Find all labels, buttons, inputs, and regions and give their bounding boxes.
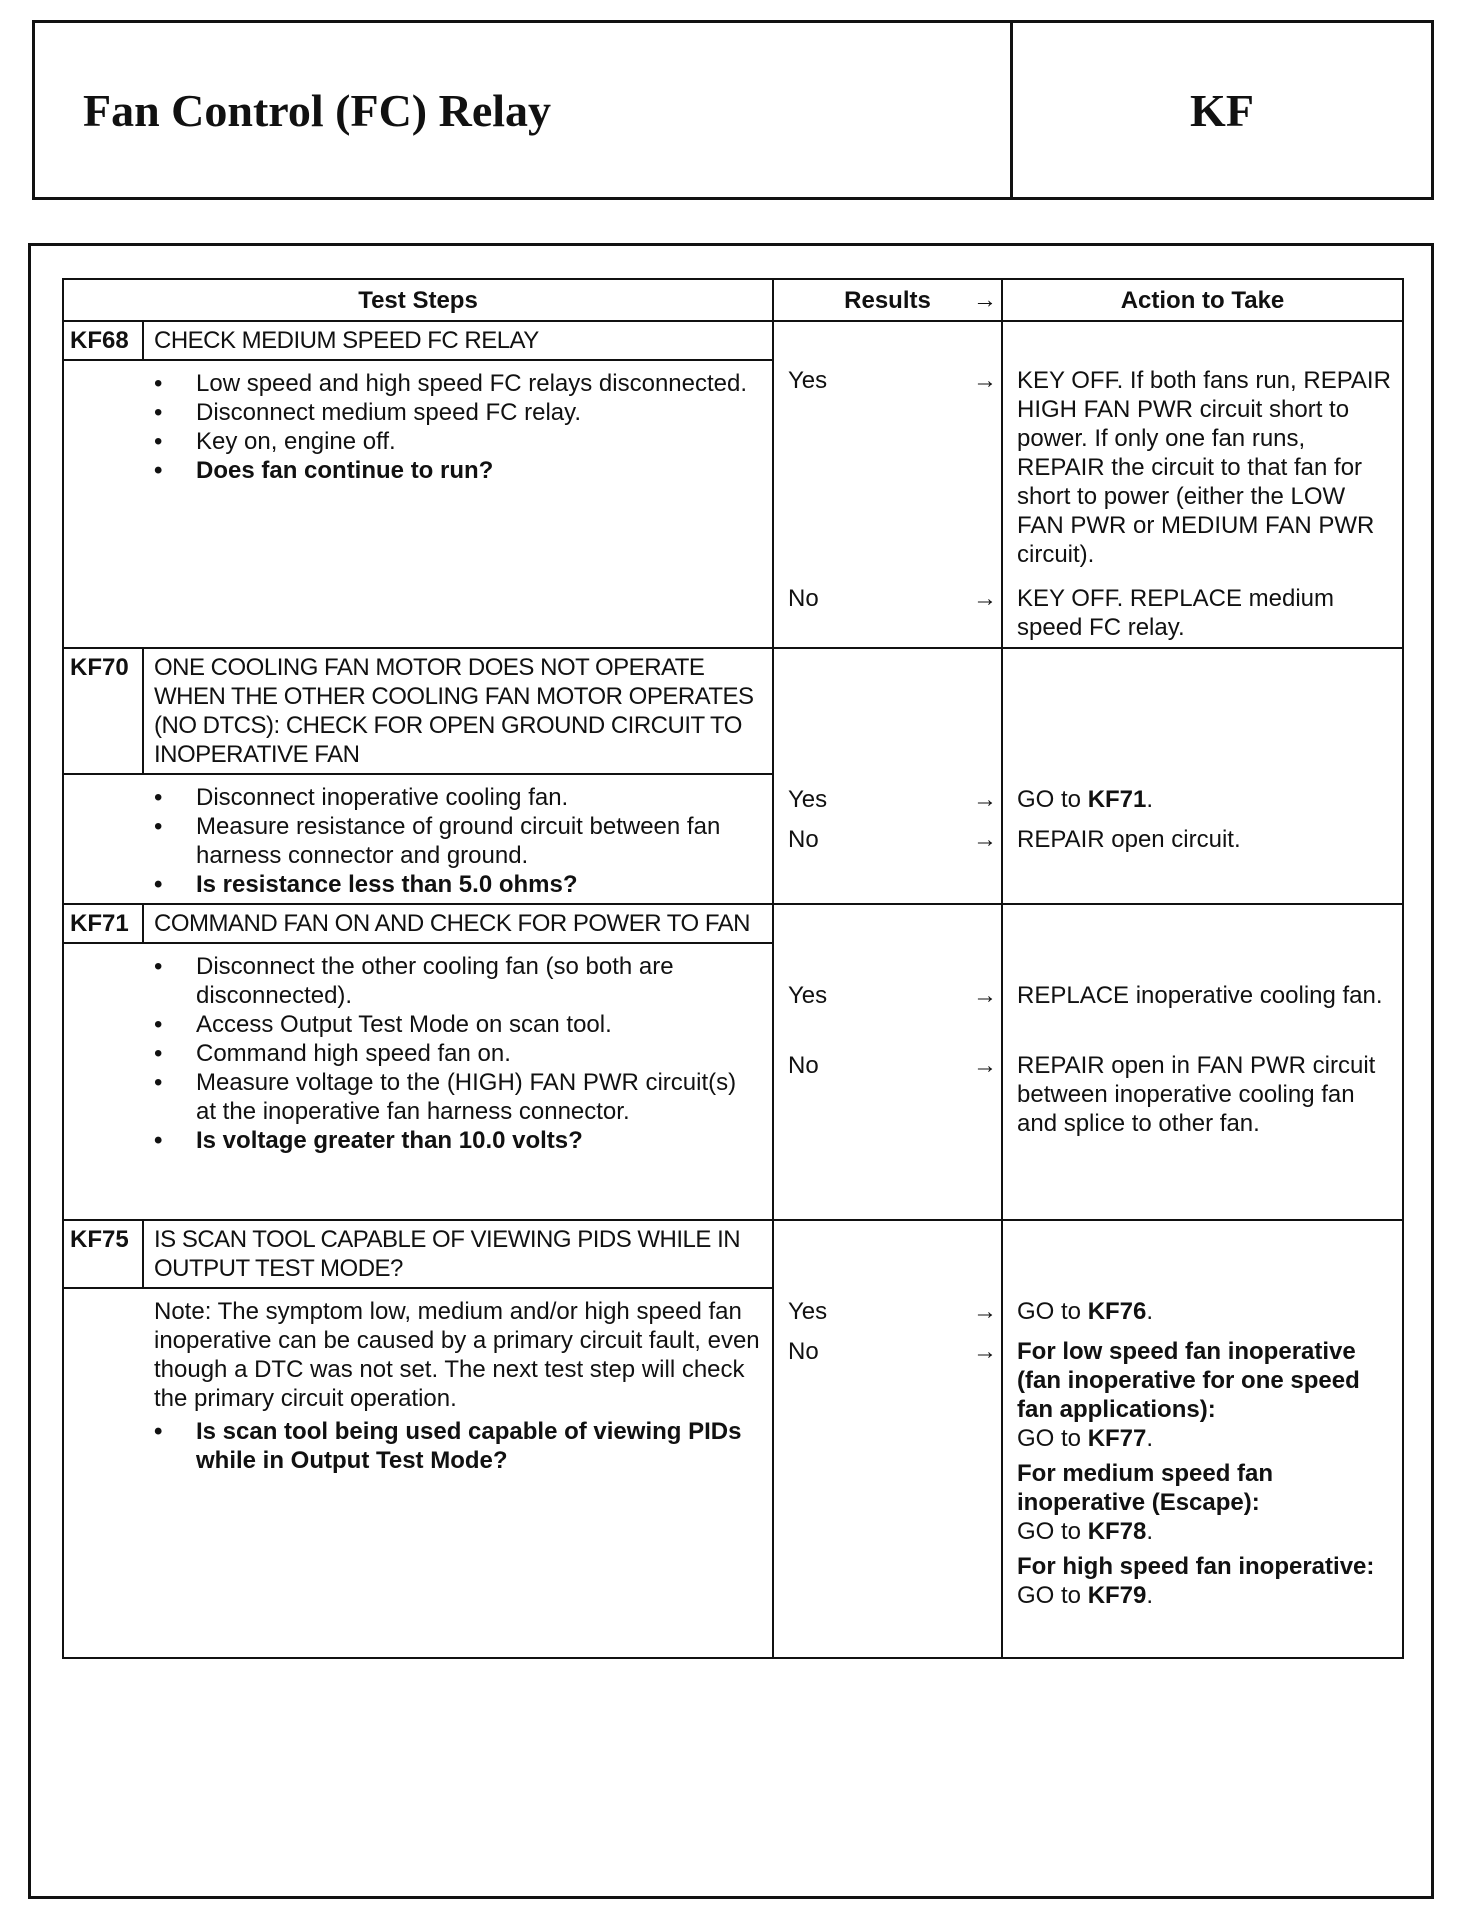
table-row xyxy=(63,648,1403,904)
result-yes xyxy=(788,366,997,395)
test-steps-table xyxy=(62,278,1404,1659)
result-no xyxy=(788,825,997,854)
action-text: GO to xyxy=(1017,1518,1088,1545)
action-line xyxy=(1017,1581,1396,1610)
action-cell xyxy=(1002,904,1403,1220)
step-cell-kf70 xyxy=(63,648,773,904)
result-label: No xyxy=(788,585,819,612)
results-label: Results xyxy=(844,286,931,314)
result-label: Yes xyxy=(788,786,828,813)
step-cell-kf71 xyxy=(63,904,773,1220)
step-id: KF68 xyxy=(64,322,144,359)
column-header-results xyxy=(773,279,1002,321)
list-item: • Low speed and high speed FC relays disconnected. xyxy=(154,369,762,398)
step-id: KF71 xyxy=(64,905,144,942)
result-label: Yes xyxy=(788,1298,828,1325)
action-text: GO to xyxy=(1017,1425,1088,1452)
action-no: REPAIR open circuit. xyxy=(1017,826,1241,853)
step-head xyxy=(64,1221,772,1289)
step-id: KF70 xyxy=(64,649,144,773)
arrow-icon: → xyxy=(973,367,997,394)
list-item: • Does fan continue to run? xyxy=(154,456,762,485)
action-yes: REPLACE inoperative cooling fan. xyxy=(1017,982,1383,1009)
column-header-action: Action to Take xyxy=(1002,279,1403,321)
action-heading: For medium speed fan inoperative (Escape): xyxy=(1017,1460,1274,1516)
result-label: No xyxy=(788,1338,819,1365)
column-header-steps: Test Steps xyxy=(63,279,773,321)
list-item: • Measure resistance of ground circuit between fan harness connector and ground. xyxy=(154,812,762,870)
step-reference-link[interactable]: KF71 xyxy=(1087,786,1147,813)
list-item: • Measure voltage to the (HIGH) FAN PWR circuit(s) at the inoperative fan harness connector. xyxy=(154,1068,762,1126)
list-item: • Access Output Test Mode on scan tool. xyxy=(154,1010,762,1039)
action-yes: KEY OFF. If both fans run, REPAIR HIGH FAN PWR circuit short to power. If only one fan runs, REPAIR the circuit to that fan for short to power (either the LOW FAN PWR or MEDIUM FAN PWR circuit). xyxy=(1017,367,1391,568)
arrow-icon: → xyxy=(973,1338,997,1365)
action-line xyxy=(1017,1517,1396,1546)
arrow-icon: → xyxy=(973,826,997,853)
table-row xyxy=(63,1220,1403,1658)
list-item: • Disconnect inoperative cooling fan. xyxy=(154,783,762,812)
arrow-icon: → xyxy=(973,982,997,1009)
list-item: • Is scan tool being used capable of viewing PIDs while in Output Test Mode? xyxy=(154,1417,762,1475)
step-title: IS SCAN TOOL CAPABLE OF VIEWING PIDS WHILE IN OUTPUT TEST MODE? xyxy=(154,1226,741,1282)
result-no xyxy=(788,1051,997,1080)
step-note: Note: The symptom low, medium and/or high speed fan inoperative can be caused by a primary circuit fault, even though a DTC was not set. The next test step will check the primary circuit operation. xyxy=(154,1298,760,1412)
table-header-row xyxy=(63,279,1403,321)
results-cell xyxy=(773,648,1002,904)
list-item: • Is voltage greater than 10.0 volts? xyxy=(154,1126,762,1155)
action-heading: For high speed fan inoperative: xyxy=(1017,1553,1375,1580)
section-code: KF xyxy=(1190,84,1254,136)
step-head xyxy=(64,649,772,775)
step-head xyxy=(64,905,772,944)
result-no xyxy=(788,1337,997,1366)
action-heading: For low speed fan inoperative (fan inoperative for one speed fan applications): xyxy=(1017,1338,1360,1423)
action-text: GO to xyxy=(1017,1582,1088,1609)
list-item: • Command high speed fan on. xyxy=(154,1039,762,1068)
arrow-icon: → xyxy=(973,1052,997,1079)
result-label: No xyxy=(788,826,819,853)
step-title: CHECK MEDIUM SPEED FC RELAY xyxy=(154,327,539,354)
result-label: Yes xyxy=(788,982,828,1009)
step-reference-link[interactable]: KF77 xyxy=(1087,1425,1147,1452)
action-cell xyxy=(1002,1220,1403,1658)
result-yes xyxy=(788,785,997,814)
action-text: . xyxy=(1146,1518,1154,1545)
result-label: Yes xyxy=(788,367,828,394)
step-reference-link[interactable]: KF78 xyxy=(1087,1518,1147,1545)
list-item: • Disconnect medium speed FC relay. xyxy=(154,398,762,427)
step-body xyxy=(64,944,772,1159)
step-id: KF75 xyxy=(64,1221,144,1287)
table-row xyxy=(63,321,1403,648)
action-cell xyxy=(1002,321,1403,648)
step-body xyxy=(64,775,772,903)
results-cell xyxy=(773,1220,1002,1658)
step-body xyxy=(64,361,772,489)
step-body xyxy=(64,1289,772,1479)
table-row xyxy=(63,904,1403,1220)
action-text: GO to xyxy=(1017,1298,1088,1325)
action-cell xyxy=(1002,648,1403,904)
action-text: . xyxy=(1146,1582,1154,1609)
result-yes xyxy=(788,1297,997,1326)
list-item: • Disconnect the other cooling fan (so both are disconnected). xyxy=(154,952,762,1010)
arrow-icon: → xyxy=(973,786,997,813)
action-text: . xyxy=(1146,1425,1154,1452)
arrow-icon: → xyxy=(973,585,997,612)
action-line xyxy=(1017,1424,1396,1453)
action-yes xyxy=(1017,785,1396,814)
action-text: . xyxy=(1146,1298,1154,1325)
arrow-icon: → xyxy=(973,286,997,314)
step-reference-link[interactable]: KF76 xyxy=(1087,1298,1147,1325)
list-item: • Key on, engine off. xyxy=(154,427,762,456)
action-no: REPAIR open in FAN PWR circuit between inoperative cooling fan and splice to other fan. xyxy=(1017,1052,1376,1137)
step-cell-kf75 xyxy=(63,1220,773,1658)
result-yes xyxy=(788,981,997,1010)
action-text: . xyxy=(1146,786,1154,813)
step-head xyxy=(64,322,772,361)
list-item: • Is resistance less than 5.0 ohms? xyxy=(154,870,762,899)
result-no xyxy=(788,584,997,613)
action-no xyxy=(1017,1337,1396,1610)
step-title: COMMAND FAN ON AND CHECK FOR POWER TO FAN xyxy=(154,910,750,937)
action-yes xyxy=(1017,1297,1396,1326)
page-title: Fan Control (FC) Relay xyxy=(35,23,1013,197)
results-cell xyxy=(773,321,1002,648)
header-box xyxy=(32,20,1434,200)
action-no: KEY OFF. REPLACE medium speed FC relay. xyxy=(1017,585,1334,641)
step-cell-kf68 xyxy=(63,321,773,648)
arrow-icon: → xyxy=(973,1298,997,1325)
step-reference-link[interactable]: KF79 xyxy=(1087,1582,1147,1609)
action-text: GO to xyxy=(1017,786,1088,813)
result-label: No xyxy=(788,1052,819,1079)
results-cell xyxy=(773,904,1002,1220)
step-title: ONE COOLING FAN MOTOR DOES NOT OPERATE WHEN THE OTHER COOLING FAN MOTOR OPERATES (NO DTCS): CHECK FOR OPEN GROUND CIRCUIT TO INOPERATIVE FAN xyxy=(154,654,754,768)
